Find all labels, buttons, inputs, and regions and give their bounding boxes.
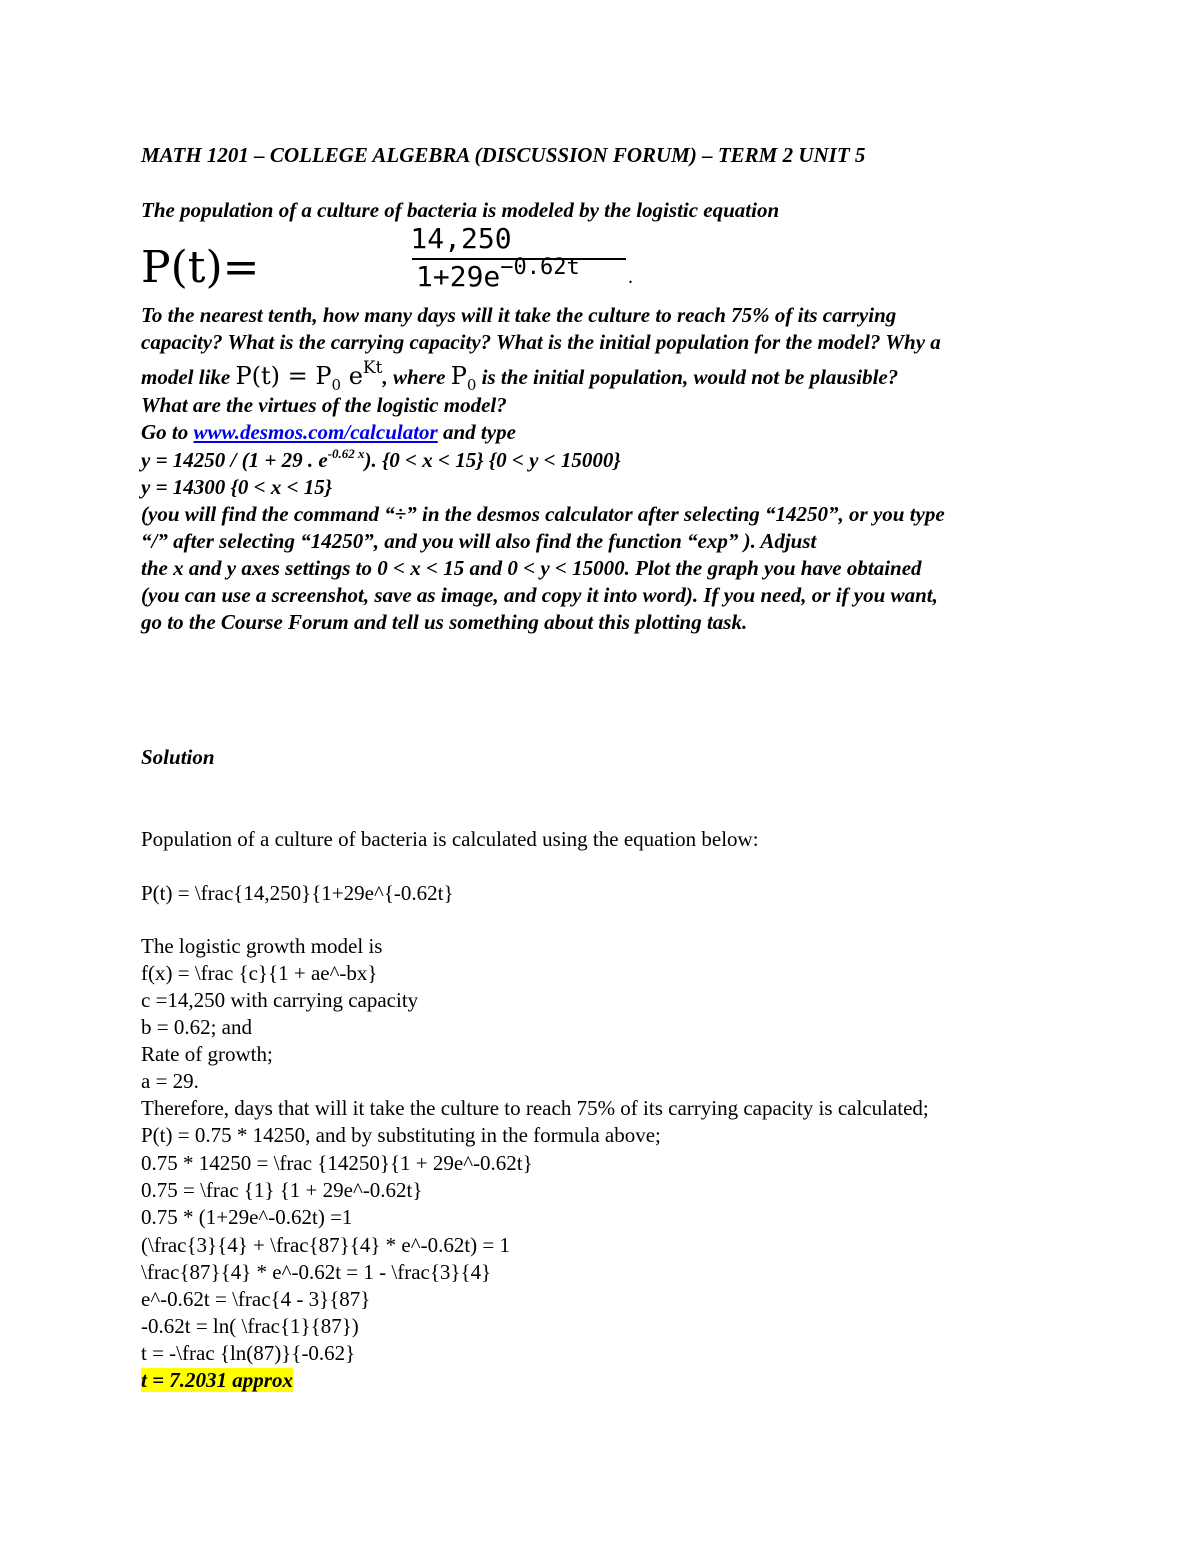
question-line-1: To the nearest tenth, how many days will it take the culture to reach 75% of its carrying [141, 303, 897, 327]
page-title: MATH 1201 – COLLEGE ALGEBRA (DISCUSSION FORUM) – TERM 2 UNIT 5 [141, 143, 866, 167]
logistic-equation [141, 222, 633, 293]
solution-line: The logistic growth model is [141, 934, 383, 958]
line5-text-b: and type [437, 420, 516, 444]
model-exponent: Kt [362, 358, 383, 378]
model-e: e [341, 362, 363, 390]
p0-sub: 0 [466, 375, 477, 394]
question-line-12: go to the Course Forum and tell us something about this plotting task. [141, 610, 748, 634]
line3-text-a: model like [141, 365, 236, 389]
exponential-model [235, 358, 383, 394]
solution-line: Population of a culture of bacteria is calculated using the equation below: [141, 827, 759, 851]
question-line-2: capacity? What is the carrying capacity? What is the initial population for the model? Why a [141, 330, 941, 354]
denominator-base: 1+29e [416, 260, 501, 293]
solution-line: a = 29. [141, 1069, 199, 1093]
solution-line: (\frac{3}{4} + \frac{87}{4} * e^-0.62t) = 1 [141, 1233, 510, 1257]
solution-line: P(t) = \frac{14,250}{1+29e^{-0.62t} [141, 881, 454, 905]
line3-text-b: , where [382, 365, 451, 389]
desmos-link[interactable]: www.desmos.com/calculator [193, 420, 438, 444]
line6-text-b: ). {0 < x < 15} {0 < y < 15000} [364, 448, 621, 472]
equation-numerator: 14,250 [410, 222, 512, 255]
question-line-11: (you can use a screenshot, save as image, and copy it into word). If you need, or if you want, [141, 583, 938, 607]
question-line-10: the x and y axes settings to 0 < x < 15 and 0 < y < 15000. Plot the graph you have obtained [141, 556, 922, 580]
question-line-7: y = 14300 {0 < x < 15} [141, 475, 333, 499]
question-line-9: “/” after selecting “14250”, and you will also find the function “exp” ). Adjust [141, 529, 817, 553]
question-line-8: (you will find the command “÷” in the desmos calculator after selecting “14250”, or you type [141, 502, 945, 526]
solution-line: 0.75 = \frac {1} {1 + 29e^-0.62t} [141, 1178, 423, 1202]
model-sub: 0 [331, 375, 342, 394]
solution-heading: Solution [141, 745, 215, 769]
highlighted-answer: t = 7.2031 approx [141, 1368, 293, 1392]
denominator-exponent: −0.62t [500, 255, 580, 280]
equation-denominator [416, 255, 580, 293]
question-line-5 [141, 419, 516, 446]
solution-line: b = 0.62; and [141, 1015, 252, 1039]
question-intro: The population of a culture of bacteria is modeled by the logistic equation [141, 198, 780, 222]
solution-line: 0.75 * (1+29e^-0.62t) =1 [141, 1205, 353, 1229]
p0-p: P [450, 362, 467, 390]
line5-text-a: Go to [141, 420, 194, 444]
solution-line: \frac{87}{4} * e^-0.62t = 1 - \frac{3}{4} [141, 1260, 492, 1284]
initial-population-symbol [450, 362, 477, 394]
solution-line: Therefore, days that will it take the culture to reach 75% of its carrying capacity is calculated; [141, 1096, 929, 1120]
solution-line: P(t) = 0.75 * 14250, and by substituting in the formula above; [141, 1123, 661, 1147]
line6-exponent: -0.62 x [327, 446, 365, 461]
equation-lhs: P(t)= [141, 242, 260, 293]
line6-text-a: y = 14250 / (1 + 29 . e [141, 448, 328, 472]
model-lhs: P(t) = P [235, 362, 332, 390]
final-answer [141, 1367, 293, 1394]
equation-period: . [628, 266, 633, 288]
solution-line: Rate of growth; [141, 1042, 273, 1066]
question-line-6 [141, 447, 621, 474]
line3-text-c: is the initial population, would not be plausible? [476, 365, 899, 389]
solution-line: c =14,250 with carrying capacity [141, 988, 419, 1012]
solution-line: e^-0.62t = \frac{4 - 3}{87} [141, 1287, 371, 1311]
solution-line: t = -\frac {ln(87)}{-0.62} [141, 1341, 356, 1365]
question-line-4: What are the virtues of the logistic model? [141, 393, 507, 417]
solution-line: 0.75 * 14250 = \frac {14250}{1 + 29e^-0.62t} [141, 1151, 533, 1175]
solution-line: f(x) = \frac {c}{1 + ae^-bx} [141, 961, 378, 985]
solution-line: -0.62t = ln( \frac{1}{87}) [141, 1314, 359, 1338]
